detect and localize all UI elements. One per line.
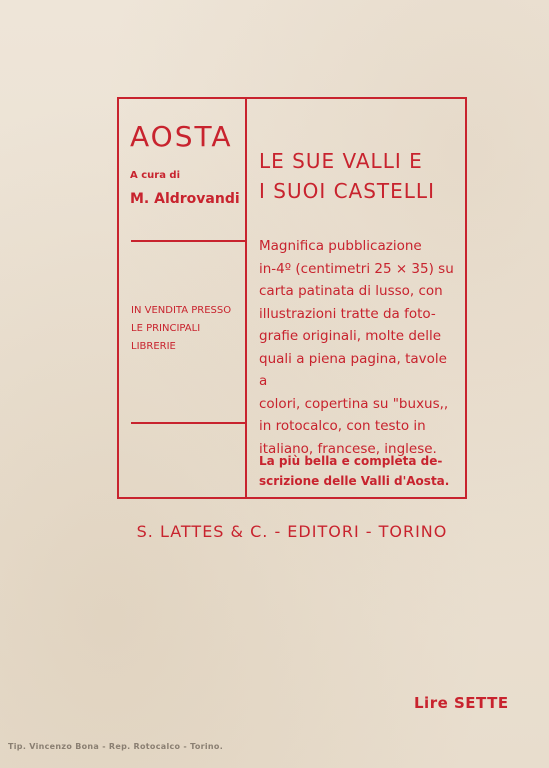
left-rule-bottom: [131, 422, 245, 424]
book-subtitle: [259, 146, 435, 206]
availability-note: IN VENDITA PRESSO LE PRINCIPALI LIBRERIE: [131, 305, 232, 352]
subtitle-line-2: I SUOI CASTELLI: [259, 179, 435, 203]
printer-credit: Tip. Vincenzo Bona - Rep. Rotocalco - Torino.: [8, 742, 224, 751]
price-label: Lire SETTE: [414, 694, 509, 712]
left-rule-top: [131, 240, 245, 242]
book-description: Magnifica pubblicazione in-4º (centimetri 25 × 35) su carta patinata di lusso, con illustrazioni tratte da foto- grafie originali, molte delle quali a piena pagina, tavole a colori, copertina su "buxus,, in rotocalco, con testo in italiano, francese, inglese.: [259, 238, 454, 457]
publisher-line: S. LATTES & C. - EDITORI - TORINO: [136, 522, 448, 541]
curator-name: M. Aldrovandi: [130, 191, 240, 207]
curator-prefix: A cura di: [130, 170, 181, 181]
book-title-main: AOSTA: [130, 120, 233, 153]
book-tagline: La più bella e completa de-scrizione delle Valli d'Aosta.: [259, 454, 450, 488]
frame-divider: [245, 97, 247, 499]
subtitle-line-1: LE SUE VALLI E: [259, 149, 423, 173]
